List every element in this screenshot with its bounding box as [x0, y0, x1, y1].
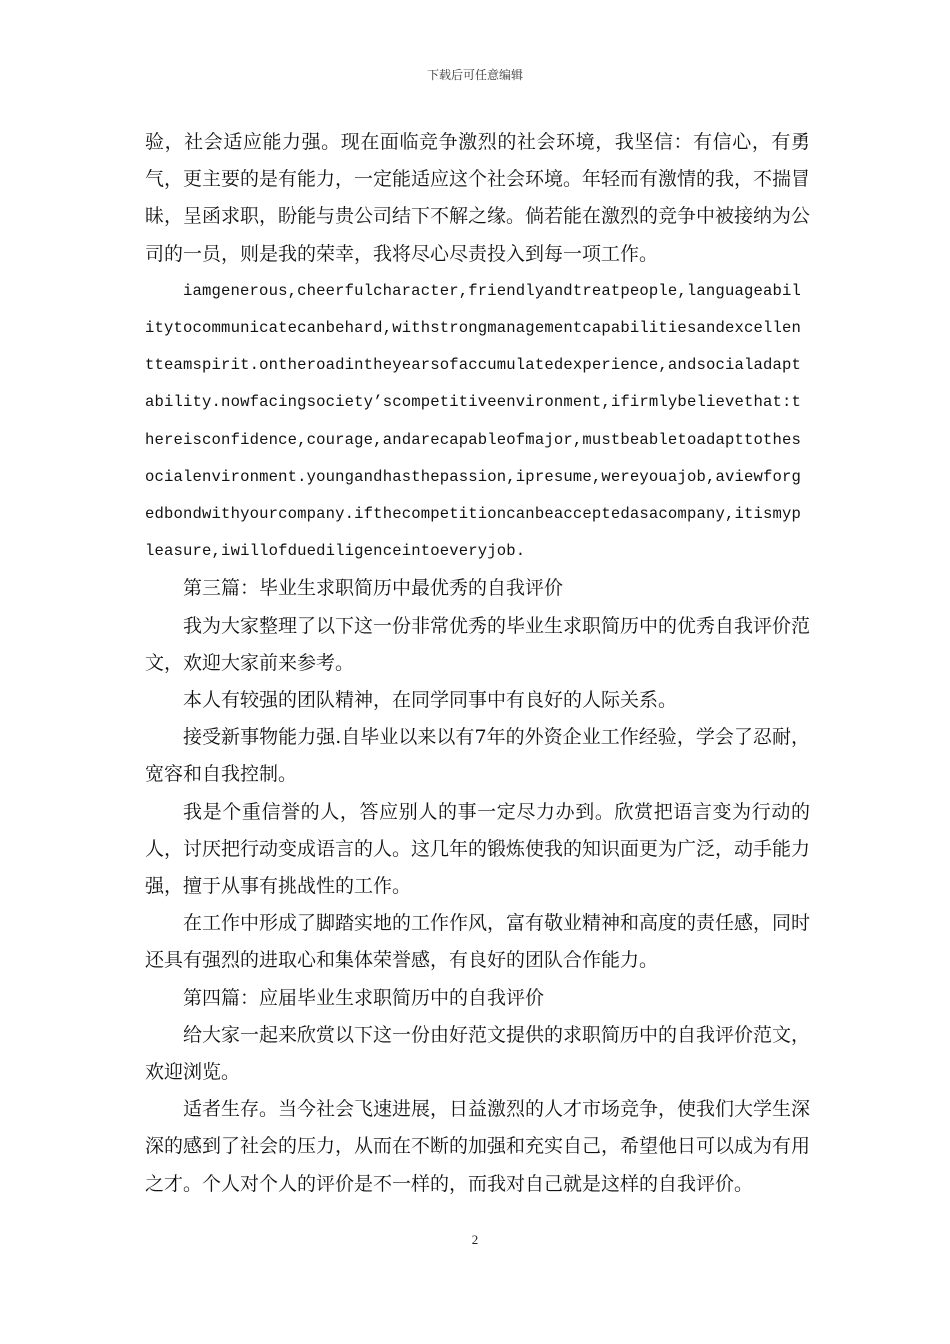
paragraph-survival: 适者生存。当今社会飞速进展，日益激烈的人才市场竞争，使我们大学生深深的感到了社会的压力，从而在不断的加强和充实自己，希望他日可以成为有用之才。个人对个人的评价是不一样的，而我对自己就是这样的自我评价。	[145, 1098, 811, 1195]
paragraph-intro-fourth: 给大家一起来欣赏以下这一份由好范文提供的求职简历中的自我评价范文，欢迎浏览。	[145, 1023, 811, 1084]
document-body	[145, 124, 810, 1203]
page-number: 2	[471, 1232, 479, 1247]
section-heading-fourth: 第四篇：应届毕业生求职简历中的自我评价	[183, 986, 545, 1009]
paragraph-work-style: 在工作中形成了脚踏实地的工作作风，富有敬业精神和高度的责任感，同时还具有强烈的进取心和集体荣誉感，有良好的团队合作能力。	[145, 912, 811, 972]
paragraph-new-things: 接受新事物能力强.自毕业以来以有7年的外资企业工作经验，学会了忍耐，宽容和自我控制。	[145, 726, 810, 786]
paragraph-intro-third: 我为大家整理了以下这一份非常优秀的毕业生求职简历中的优秀自我评价范文，欢迎大家前来参考。	[145, 614, 811, 674]
section-heading-third: 第三篇：毕业生求职简历中最优秀的自我评价	[183, 577, 564, 600]
paragraph-team-spirit: 本人有较强的团队精神，在同学同事中有良好的人际关系。	[183, 689, 678, 712]
paragraph-english: iamgenerous,cheerfulcharacter,friendlyandtreatpeople,languageabilitytocommunicatecanbehard,withstrongmanagementcapabilitiesandexcellentteamspirit.ontheroadintheyearsofaccumulatedexperience,andsocialadaptability.nowfacingsociety’scompetitiveenvironment,ifirmlybelievethat:thereisconfidence,courage,andarecapableofmajor,mustbeabletoadapttothesocialenvironment.youngandhasthepassion,ipresume,wereyouajob,aviewforgedbondwithyourcompany.ifthecompetitioncanbeacceptedasacompany,itismypleasure,iwillofduediligenceintoeveryjob.	[145, 281, 802, 561]
paragraph-credibility: 我是个重信誉的人，答应别人的事一定尽力办到。欣赏把语言变为行动的人，讨厌把行动变成语言的人。这几年的锻炼使我的知识面更为广泛，动手能力强，擅于从事有挑战性的工作。	[145, 800, 811, 898]
page-header: 下载后可任意编辑	[426, 68, 523, 82]
paragraph-continued: 验，社会适应能力强。现在面临竞争激烈的社会环境，我坚信：有信心，有勇气，更主要的是有能力，一定能适应这个社会环境。年轻而有激情的我，不揣冒昧，呈函求职，盼能与贵公司结下不解之缘。倘若能在激烈的竞争中被接纳为公司的一员，则是我的荣幸，我将尽心尽责投入到每一项工作。	[145, 131, 811, 265]
